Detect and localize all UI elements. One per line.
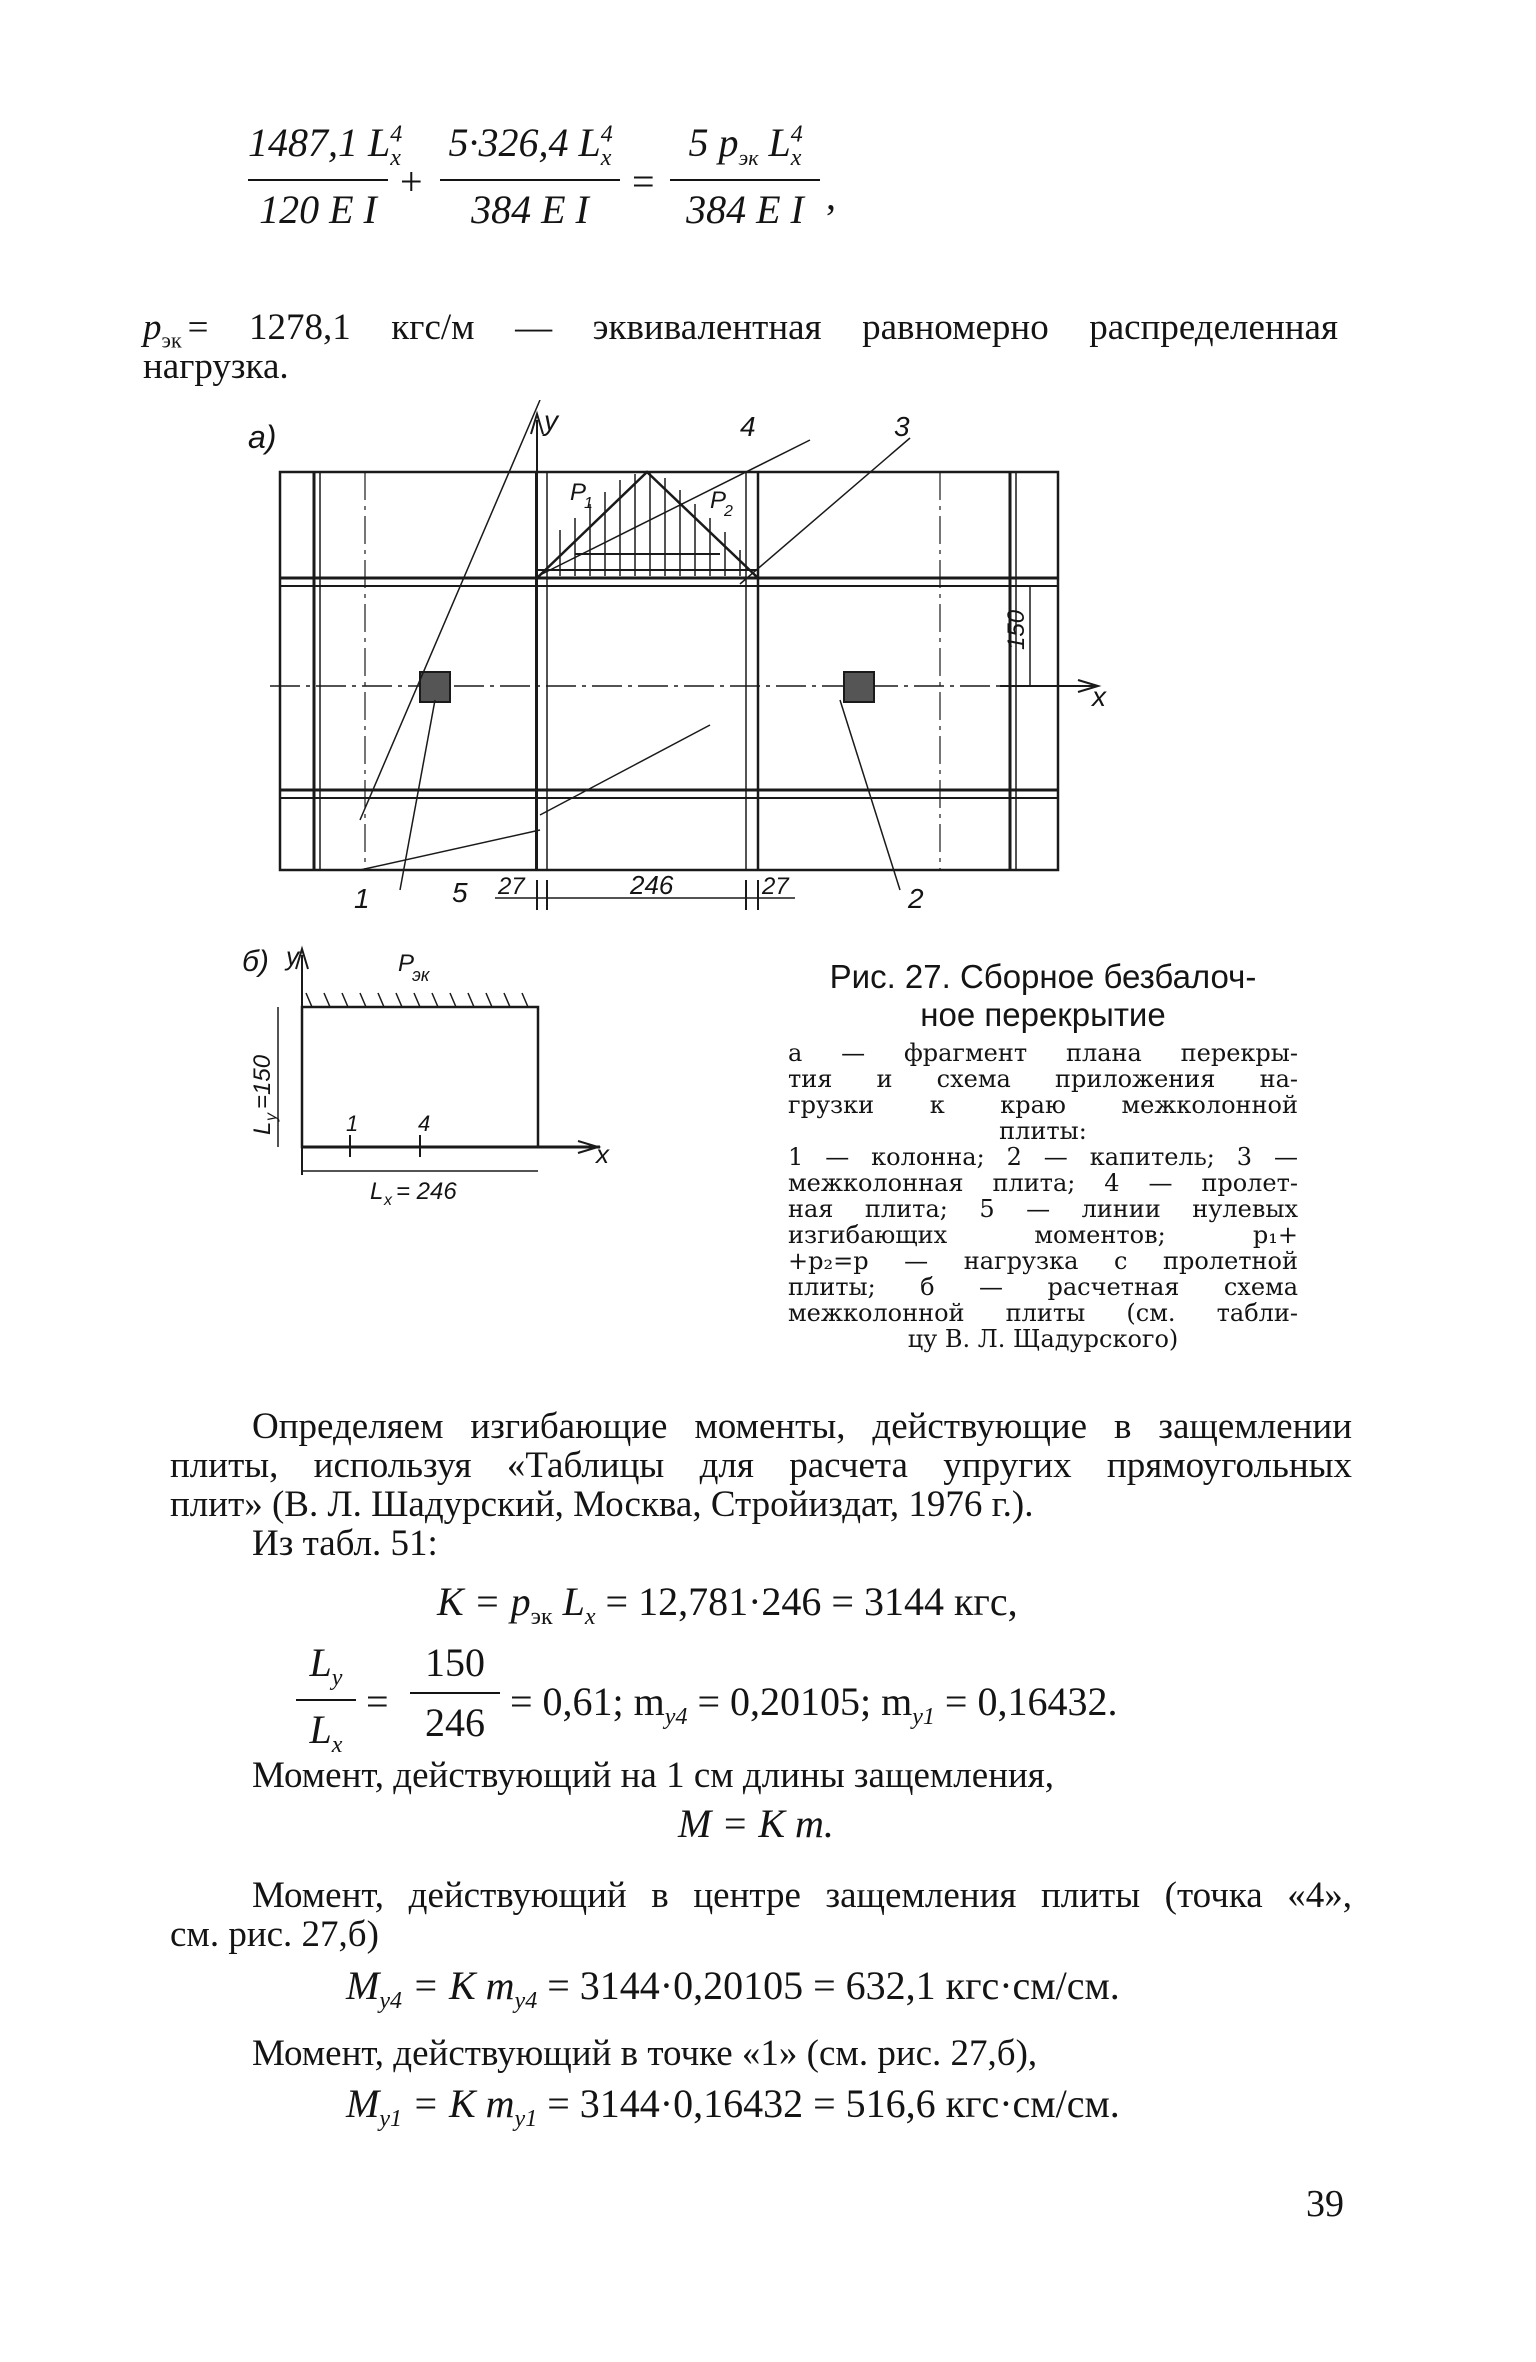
formula-term-2 [440,120,620,233]
fig-a-label-4: 4 [740,411,756,442]
caption-line: 1 — колонна; 2 — капитель; 3 — [788,1143,1298,1171]
caption-title-1: Рис. 27. Сборное безбалоч- [829,958,1257,995]
body-para1-line3: плит» (В. Л. Шадурский, Москва, Стройиздат, 1976 г.). [170,1484,1034,1525]
fig-b-point-1: 1 [346,1111,359,1136]
fig-a-axis-x: x [1092,681,1106,712]
term3-numerator-L: L [758,120,791,165]
ratio-equals: = [366,1679,389,1724]
formula-equals: = [632,159,655,204]
term2-denominator: 384 E I [471,186,589,232]
caption-line: плиты; б — расчетная схема [788,1273,1298,1301]
fig-b-point-4: 4 [418,1111,431,1136]
formula-plus: + [400,159,423,204]
fig-b-ly: L [249,1121,276,1135]
fig-a-dim-27b: 27 [762,873,789,900]
body-para4-line1: Момент, действующий в центре защемления плиты (точка «4», [252,1875,1352,1916]
ratio-Ly-Lx: $L_y$ $L_x$ [296,1640,356,1759]
caption-title-2: ное перекрытие [920,996,1166,1033]
fig-a-axis-y: y [544,405,558,436]
body-para2: Из табл. 51: [252,1523,438,1564]
caption-line: грузки к краю межколонной [788,1091,1298,1119]
page-number: 39 [1306,2183,1344,2225]
term3-exponent: 4 [790,121,803,148]
ratio-coefficients: = 0,61; $m_{y4} = 0,20105$; $m_{y1} = 0,16432$. [510,1679,1118,1730]
fig-a-dim-27a: 27 [498,873,525,900]
intro-line-2: нагрузка. [143,346,289,387]
caption-line: ная плита; 5 — линии нулевых [788,1195,1298,1223]
caption-line: изгибающих моментов; p₁+ [788,1221,1298,1249]
intro-p-symbol: $p_{эк}$ [143,307,182,353]
caption-line: а — фрагмент плана перекры- [788,1039,1298,1067]
fig-b-label: б) [242,945,269,978]
ratio-values: 150 246 [410,1640,500,1746]
term2-subscript: x [600,145,612,171]
fig-b-lx: L [370,1178,384,1205]
fig-a-p2: P [710,487,727,514]
term2-exponent: 4 [600,121,613,148]
body-para5: Момент, действующий в точке «1» (см. рис. 27,б), [252,2033,1038,2074]
term1-numerator: 1487,1 L [248,120,391,165]
term3-p-subscript: эк [738,145,759,170]
caption-line: межколонной плиты (см. табли- [788,1299,1298,1327]
body-para1-line2: плиты, используя «Таблицы для расчета упругих прямоугольных [170,1445,1352,1486]
fig-a-dim-246: 246 [630,870,674,900]
term3-denominator: 384 E I [686,186,804,232]
caption-line: цу В. Л. Щадурского) [907,1325,1179,1353]
equation-My1: $M_{y1} = K$ $m_{y1} = 3144\cdot 0,16432 = 516,6$ кгс·см/см. [346,2081,1120,2132]
fig-a-dim-150: 150 [1003,609,1030,650]
figure-b-scheme [240,935,760,1275]
fig-a-label-3: 3 [894,411,910,442]
fig-b-ly-sub: y [263,1113,280,1121]
fig-a-label-2: 2 [908,883,924,914]
term1-exponent: 4 [390,121,403,148]
figure-a-plan [240,400,1110,920]
fig-a-p2-sub: 2 [724,503,733,520]
fig-a-label-5: 5 [452,877,468,908]
term1-denominator: 120 E I [259,186,377,232]
body-para4-line2: см. рис. 27,б) [170,1914,379,1955]
fig-b-p-sub: эк [412,965,430,985]
caption-line: +p₂=p — нагрузка с пролетной [788,1247,1298,1275]
plan-outline [280,472,1058,870]
body-para1-line1: Определяем изгибающие моменты, действующие в защемлении [252,1406,1352,1447]
term3-numerator: 5 p [688,120,739,165]
fig-b-p: P [398,950,415,977]
fig-a-label-1: 1 [354,883,370,914]
body-para3: Момент, действующий на 1 см длины защемления, [252,1755,1055,1796]
fig-b-ly-val: =150 [249,1054,276,1109]
caption-line: тия и схема приложения на- [788,1065,1298,1093]
caption-line: плиты: [999,1117,1087,1145]
fig-b-lx-val: = 246 [396,1178,457,1205]
fig-b-axis-y: y [286,941,299,971]
term1-subscript: x [390,145,401,171]
figure-caption [788,958,1298,1352]
fig-a-p1: P [570,479,587,506]
column-right [844,672,874,702]
formula-term-3 [670,120,820,233]
fig-b-axis-x: x [596,1139,609,1169]
term3-subscript: x [790,145,802,171]
intro-line-1 [143,308,1338,360]
equation-K: $K = p_{эк}$ $L_x = 12,781\cdot 246 = 3144$ кгс, [437,1579,1018,1630]
formula-term-1 [248,120,403,233]
term2-numerator: 5·326,4 L [448,120,601,165]
fig-b-lx-sub: x [384,1192,392,1209]
formula-comma: , [826,173,836,218]
fig-a-label: а) [248,419,277,455]
column-left [420,672,450,702]
equation-M: M = K m. [678,1801,834,1846]
equation-My4: $M_{y4} = K$ $m_{y4} = 3144\cdot 0,20105 = 632,1$ кгс·см/см. [346,1963,1120,2014]
fig-a-p1-sub: 1 [584,495,593,512]
intro-text: = 1278,1 кгс/м — эквивалентная равномерно распределенная [187,307,1338,348]
caption-line: межколонная плита; 4 — пролет- [788,1169,1298,1197]
